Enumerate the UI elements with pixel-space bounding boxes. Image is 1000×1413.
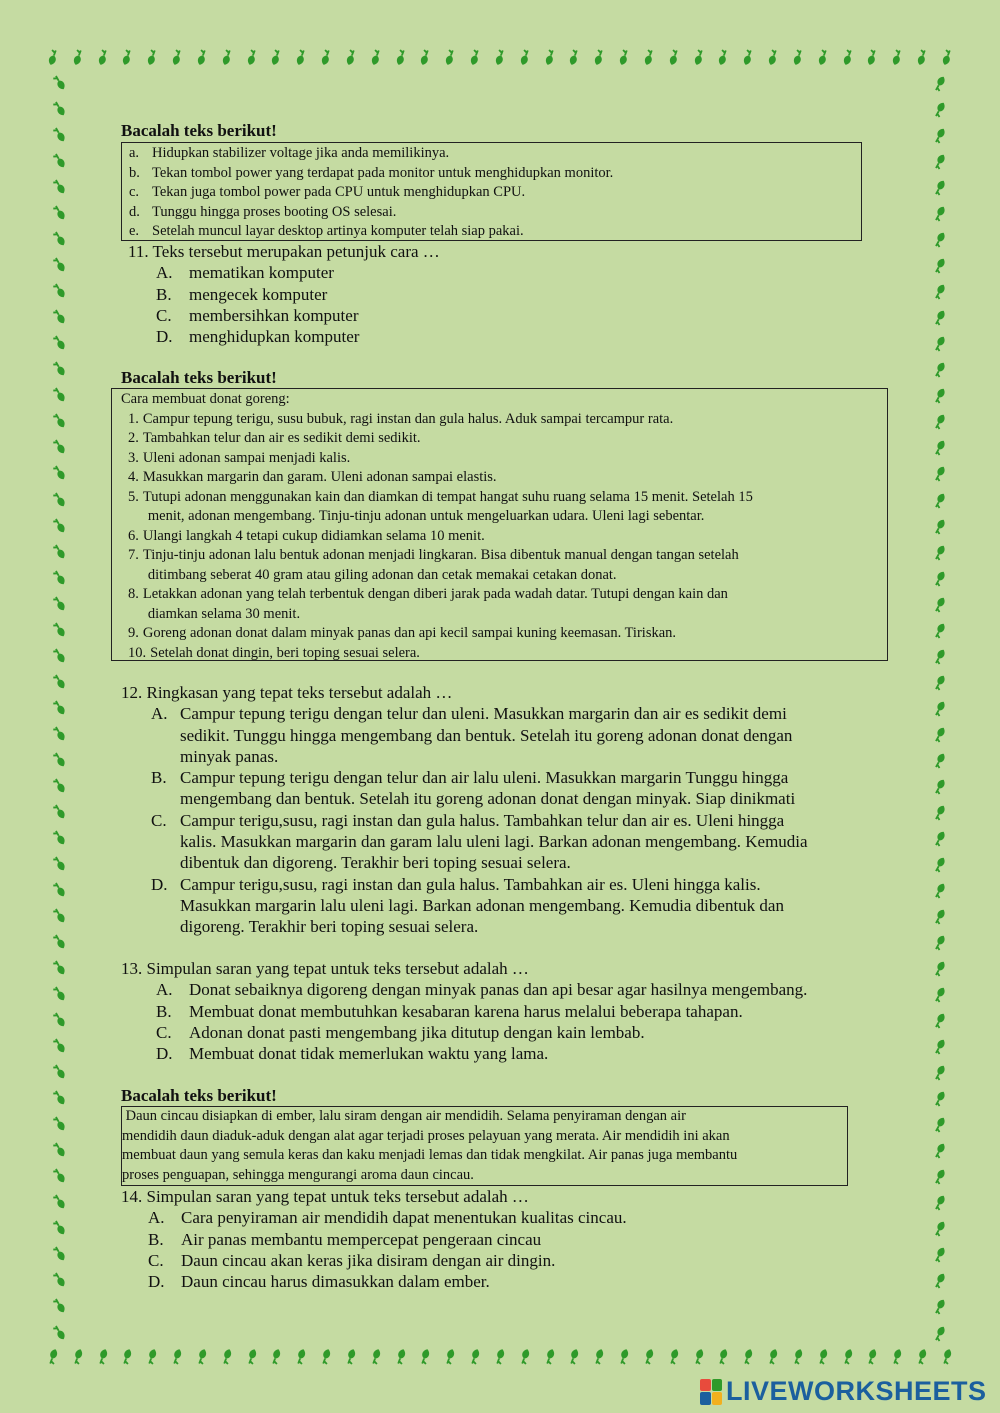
question-11 bbox=[128, 241, 440, 347]
option-text: mengecek komputer bbox=[189, 284, 328, 304]
list-item bbox=[129, 183, 861, 203]
question-14 bbox=[121, 1186, 627, 1292]
step-line: Goreng adonan donat dalam minyak panas dan api kecil sampai kuning keemasan. Tiriskan. bbox=[142, 625, 677, 641]
option-key: D. bbox=[156, 327, 173, 347]
step-number: 3. bbox=[128, 449, 139, 466]
answer-option bbox=[151, 874, 808, 938]
recipe-intro: Cara membuat donat goreng: bbox=[121, 391, 290, 407]
option-key: C. bbox=[148, 1250, 164, 1270]
option-line: minyak panas. bbox=[180, 746, 279, 766]
answer-option bbox=[151, 810, 808, 874]
option-line: digoreng. Terakhir beri toping sesuai selera. bbox=[180, 917, 479, 937]
option-line: Campur tepung terigu dengan telur dan air lalu uleni. Masukkan margarin Tunggu hingga bbox=[180, 768, 789, 788]
question-stem: 14. Simpulan saran yang tepat untuk teks tersebut adalah … bbox=[121, 1187, 529, 1206]
answer-option bbox=[156, 284, 440, 305]
step-text bbox=[143, 624, 676, 644]
option-text: mematikan komputer bbox=[189, 263, 334, 283]
answer-option bbox=[151, 767, 808, 810]
question-stem: 13. Simpulan saran yang tepat untuk teks tersebut adalah … bbox=[121, 959, 529, 978]
recipe-step bbox=[128, 410, 887, 430]
recipe-step bbox=[128, 527, 887, 547]
step-number: 2. bbox=[128, 430, 139, 446]
recipe-step bbox=[128, 644, 887, 664]
option-line: sedikit. Tunggu hingga mengembang dan bentuk. Setelah itu goreng adonan donat dengan bbox=[180, 725, 793, 745]
step-line: Tutupi adonan menggunakan kain dan diamkan di tempat hangat suhu ruang selama 15 menit. Setelah 15 bbox=[142, 488, 753, 505]
step-line: Tambahkan telur dan air es sedikit demi sedikit. bbox=[142, 430, 421, 446]
logo-mark-icon bbox=[700, 1379, 722, 1405]
option-key: C. bbox=[156, 1022, 172, 1042]
section2-heading: Bacalah teks berikut! bbox=[121, 368, 277, 387]
option-key: B. bbox=[148, 1229, 164, 1249]
step-line: Tinju-tinju adonan lalu bentuk adonan menjadi lingkaran. Bisa dibentuk manual dengan tangan setelah bbox=[142, 547, 739, 563]
question-stem: 12. Ringkasan yang tepat teks tersebut adalah … bbox=[121, 683, 453, 702]
question-stem: 11. Teks tersebut merupakan petunjuk cara … bbox=[128, 242, 440, 261]
option-key: C. bbox=[156, 305, 172, 325]
section3-textbox bbox=[121, 1106, 848, 1186]
option-key: A. bbox=[151, 704, 168, 724]
paragraph-line: Daun cincau disiapkan di ember, lalu siram dengan air mendidih. Selama penyiraman dengan air bbox=[122, 1108, 686, 1124]
logo-text: LIVEWORKSHEETS bbox=[726, 1376, 987, 1406]
list-item-key: a. bbox=[129, 145, 140, 161]
step-number: 5. bbox=[128, 488, 139, 505]
option-line: Masukkan margarin lalu uleni lagi. Barkan adonan mengembang. Kemudia dibentuk dan bbox=[180, 895, 784, 915]
answer-option bbox=[156, 305, 440, 326]
option-text: Daun cincau harus dimasukkan dalam ember. bbox=[181, 1272, 490, 1292]
list-item-text: Tekan tombol power yang terdapat pada monitor untuk menghidupkan monitor. bbox=[152, 164, 614, 181]
section3-heading: Bacalah teks berikut! bbox=[121, 1086, 277, 1105]
option-key: A. bbox=[156, 263, 173, 283]
step-line: ditimbang seberat 40 gram atau giling adonan dan cetak memakai cetakan donat. bbox=[147, 566, 617, 583]
step-text bbox=[150, 644, 420, 664]
step-text bbox=[143, 449, 350, 469]
question-12 bbox=[121, 682, 808, 938]
paragraph-line: proses penguapan, sehingga mengurangi aroma daun cincau. bbox=[122, 1166, 474, 1183]
answer-option bbox=[151, 703, 808, 767]
step-number: 7. bbox=[128, 547, 139, 563]
step-line: Setelah donat dingin, beri toping sesuai selera. bbox=[150, 644, 420, 661]
answer-option bbox=[156, 262, 440, 283]
option-text: Membuat donat membutuhkan kesabaran karena harus melalui beberapa tahapan. bbox=[189, 1001, 743, 1021]
paragraph-line: mendidih daun diaduk-aduk dengan alat agar terjadi proses pelayuan yang merata. Air mendidih ini akan bbox=[122, 1127, 730, 1144]
list-item bbox=[129, 164, 861, 184]
option-line: kalis. Masukkan margarin dan garam lalu uleni lagi. Barkan adonan mengembang. Kemudia bbox=[180, 832, 808, 852]
option-line: mengembang dan bentuk. Setelah itu goreng adonan donat dengan minyak. Siap dinikmati bbox=[180, 789, 796, 809]
paragraph-line: membuat daun yang semula keras dan kaku menjadi lemas dan tidak mengkilat. Air panas juga membantu bbox=[122, 1147, 738, 1163]
step-number: 10. bbox=[128, 644, 147, 661]
recipe-step bbox=[128, 488, 887, 527]
option-text bbox=[180, 703, 792, 767]
question-13 bbox=[121, 958, 807, 1064]
step-text bbox=[143, 410, 673, 430]
recipe-step bbox=[128, 546, 887, 585]
option-line: dibentuk dan digoreng. Terakhir beri toping sesuai selera. bbox=[180, 853, 571, 873]
step-line: diamkan selama 30 menit. bbox=[147, 605, 301, 622]
step-number: 6. bbox=[128, 527, 139, 544]
answer-option bbox=[148, 1229, 627, 1250]
section1-heading: Bacalah teks berikut! bbox=[121, 121, 277, 140]
list-item-text: Hidupkan stabilizer voltage jika anda memilikinya. bbox=[152, 145, 450, 161]
option-key: D. bbox=[151, 874, 168, 894]
step-line: Letakkan adonan yang telah terbentuk dengan diberi jarak pada wadah datar. Tutupi dengan kain dan bbox=[142, 586, 728, 602]
list-item-text: Tunggu hingga proses booting OS selesai. bbox=[152, 203, 397, 220]
step-number: 9. bbox=[128, 625, 139, 641]
option-key: B. bbox=[156, 1001, 172, 1021]
step-text bbox=[143, 488, 753, 527]
liveworksheets-logo bbox=[700, 1376, 987, 1407]
option-text: membersihkan komputer bbox=[189, 305, 359, 325]
section1-textbox bbox=[121, 142, 862, 241]
list-item-key: e. bbox=[129, 223, 140, 239]
step-line: menit, adonan mengembang. Tinju-tinju adonan untuk mengeluarkan udara. Uleni lagi sebentar. bbox=[147, 508, 705, 524]
answer-option bbox=[148, 1271, 627, 1292]
option-key: A. bbox=[148, 1208, 165, 1228]
list-item-key: d. bbox=[129, 203, 140, 220]
answer-option bbox=[148, 1250, 627, 1271]
list-item-text: Setelah muncul layar desktop artinya komputer telah siap pakai. bbox=[152, 223, 524, 239]
option-text: Air panas membantu mempercepat pengeraan cincau bbox=[181, 1229, 542, 1249]
option-text: Cara penyiraman air mendidih dapat menentukan kualitas cincau. bbox=[181, 1208, 627, 1228]
option-text: Adonan donat pasti mengembang jika ditutup dengan kain lembab. bbox=[189, 1022, 645, 1042]
step-text bbox=[143, 468, 497, 488]
option-text bbox=[180, 874, 784, 938]
step-number: 4. bbox=[128, 469, 139, 485]
answer-option bbox=[156, 1022, 807, 1043]
answer-option bbox=[148, 1207, 627, 1228]
answer-option bbox=[156, 1001, 807, 1022]
option-text: Membuat donat tidak memerlukan waktu yang lama. bbox=[189, 1044, 549, 1064]
step-line: Uleni adonan sampai menjadi kalis. bbox=[142, 449, 351, 466]
list-item-key: c. bbox=[129, 184, 140, 200]
option-key: B. bbox=[151, 768, 167, 788]
option-line: Campur terigu,susu, ragi instan dan gula halus. Tambahkan air es. Uleni hingga kalis. bbox=[180, 874, 761, 894]
step-line: Masukkan margarin dan garam. Uleni adonan sampai elastis. bbox=[142, 469, 497, 485]
answer-option bbox=[156, 326, 440, 347]
recipe-step bbox=[128, 449, 887, 469]
section2-textbox bbox=[111, 388, 888, 661]
step-text bbox=[143, 429, 421, 449]
step-text bbox=[143, 546, 739, 585]
option-text: Donat sebaiknya digoreng dengan minyak panas dan api besar agar hasilnya mengembang. bbox=[189, 980, 808, 1000]
option-key: D. bbox=[148, 1272, 165, 1292]
answer-option bbox=[156, 979, 807, 1000]
recipe-step bbox=[128, 468, 887, 488]
option-text: menghidupkan komputer bbox=[189, 327, 360, 347]
list-item bbox=[129, 222, 861, 242]
recipe-step bbox=[128, 429, 887, 449]
option-key: A. bbox=[156, 980, 173, 1000]
step-text bbox=[143, 585, 728, 624]
list-item-key: b. bbox=[129, 164, 140, 181]
step-line: Ulangi langkah 4 tetapi cukup didiamkan selama 10 menit. bbox=[142, 527, 485, 544]
step-number: 1. bbox=[128, 410, 139, 427]
step-number: 8. bbox=[128, 586, 139, 602]
answer-option bbox=[156, 1043, 807, 1064]
list-item bbox=[129, 144, 861, 164]
option-text bbox=[180, 810, 808, 874]
list-item-text: Tekan juga tombol power pada CPU untuk menghidupkan CPU. bbox=[152, 184, 526, 200]
option-text bbox=[180, 767, 795, 810]
option-key: B. bbox=[156, 284, 172, 304]
step-text bbox=[143, 527, 485, 547]
option-line: Campur terigu,susu, ragi instan dan gula halus. Tambahkan telur dan air es. Uleni hingga bbox=[180, 810, 785, 830]
recipe-step bbox=[128, 624, 887, 644]
recipe-step bbox=[128, 585, 887, 624]
option-key: C. bbox=[151, 810, 167, 830]
list-item bbox=[129, 203, 861, 223]
option-key: D. bbox=[156, 1044, 173, 1064]
step-line: Campur tepung terigu, susu bubuk, ragi instan dan gula halus. Aduk sampai tercampur rata. bbox=[142, 410, 674, 427]
option-text: Daun cincau akan keras jika disiram dengan air dingin. bbox=[181, 1250, 556, 1270]
option-line: Campur tepung terigu dengan telur dan uleni. Masukkan margarin dan air es sedikit demi bbox=[180, 704, 787, 724]
